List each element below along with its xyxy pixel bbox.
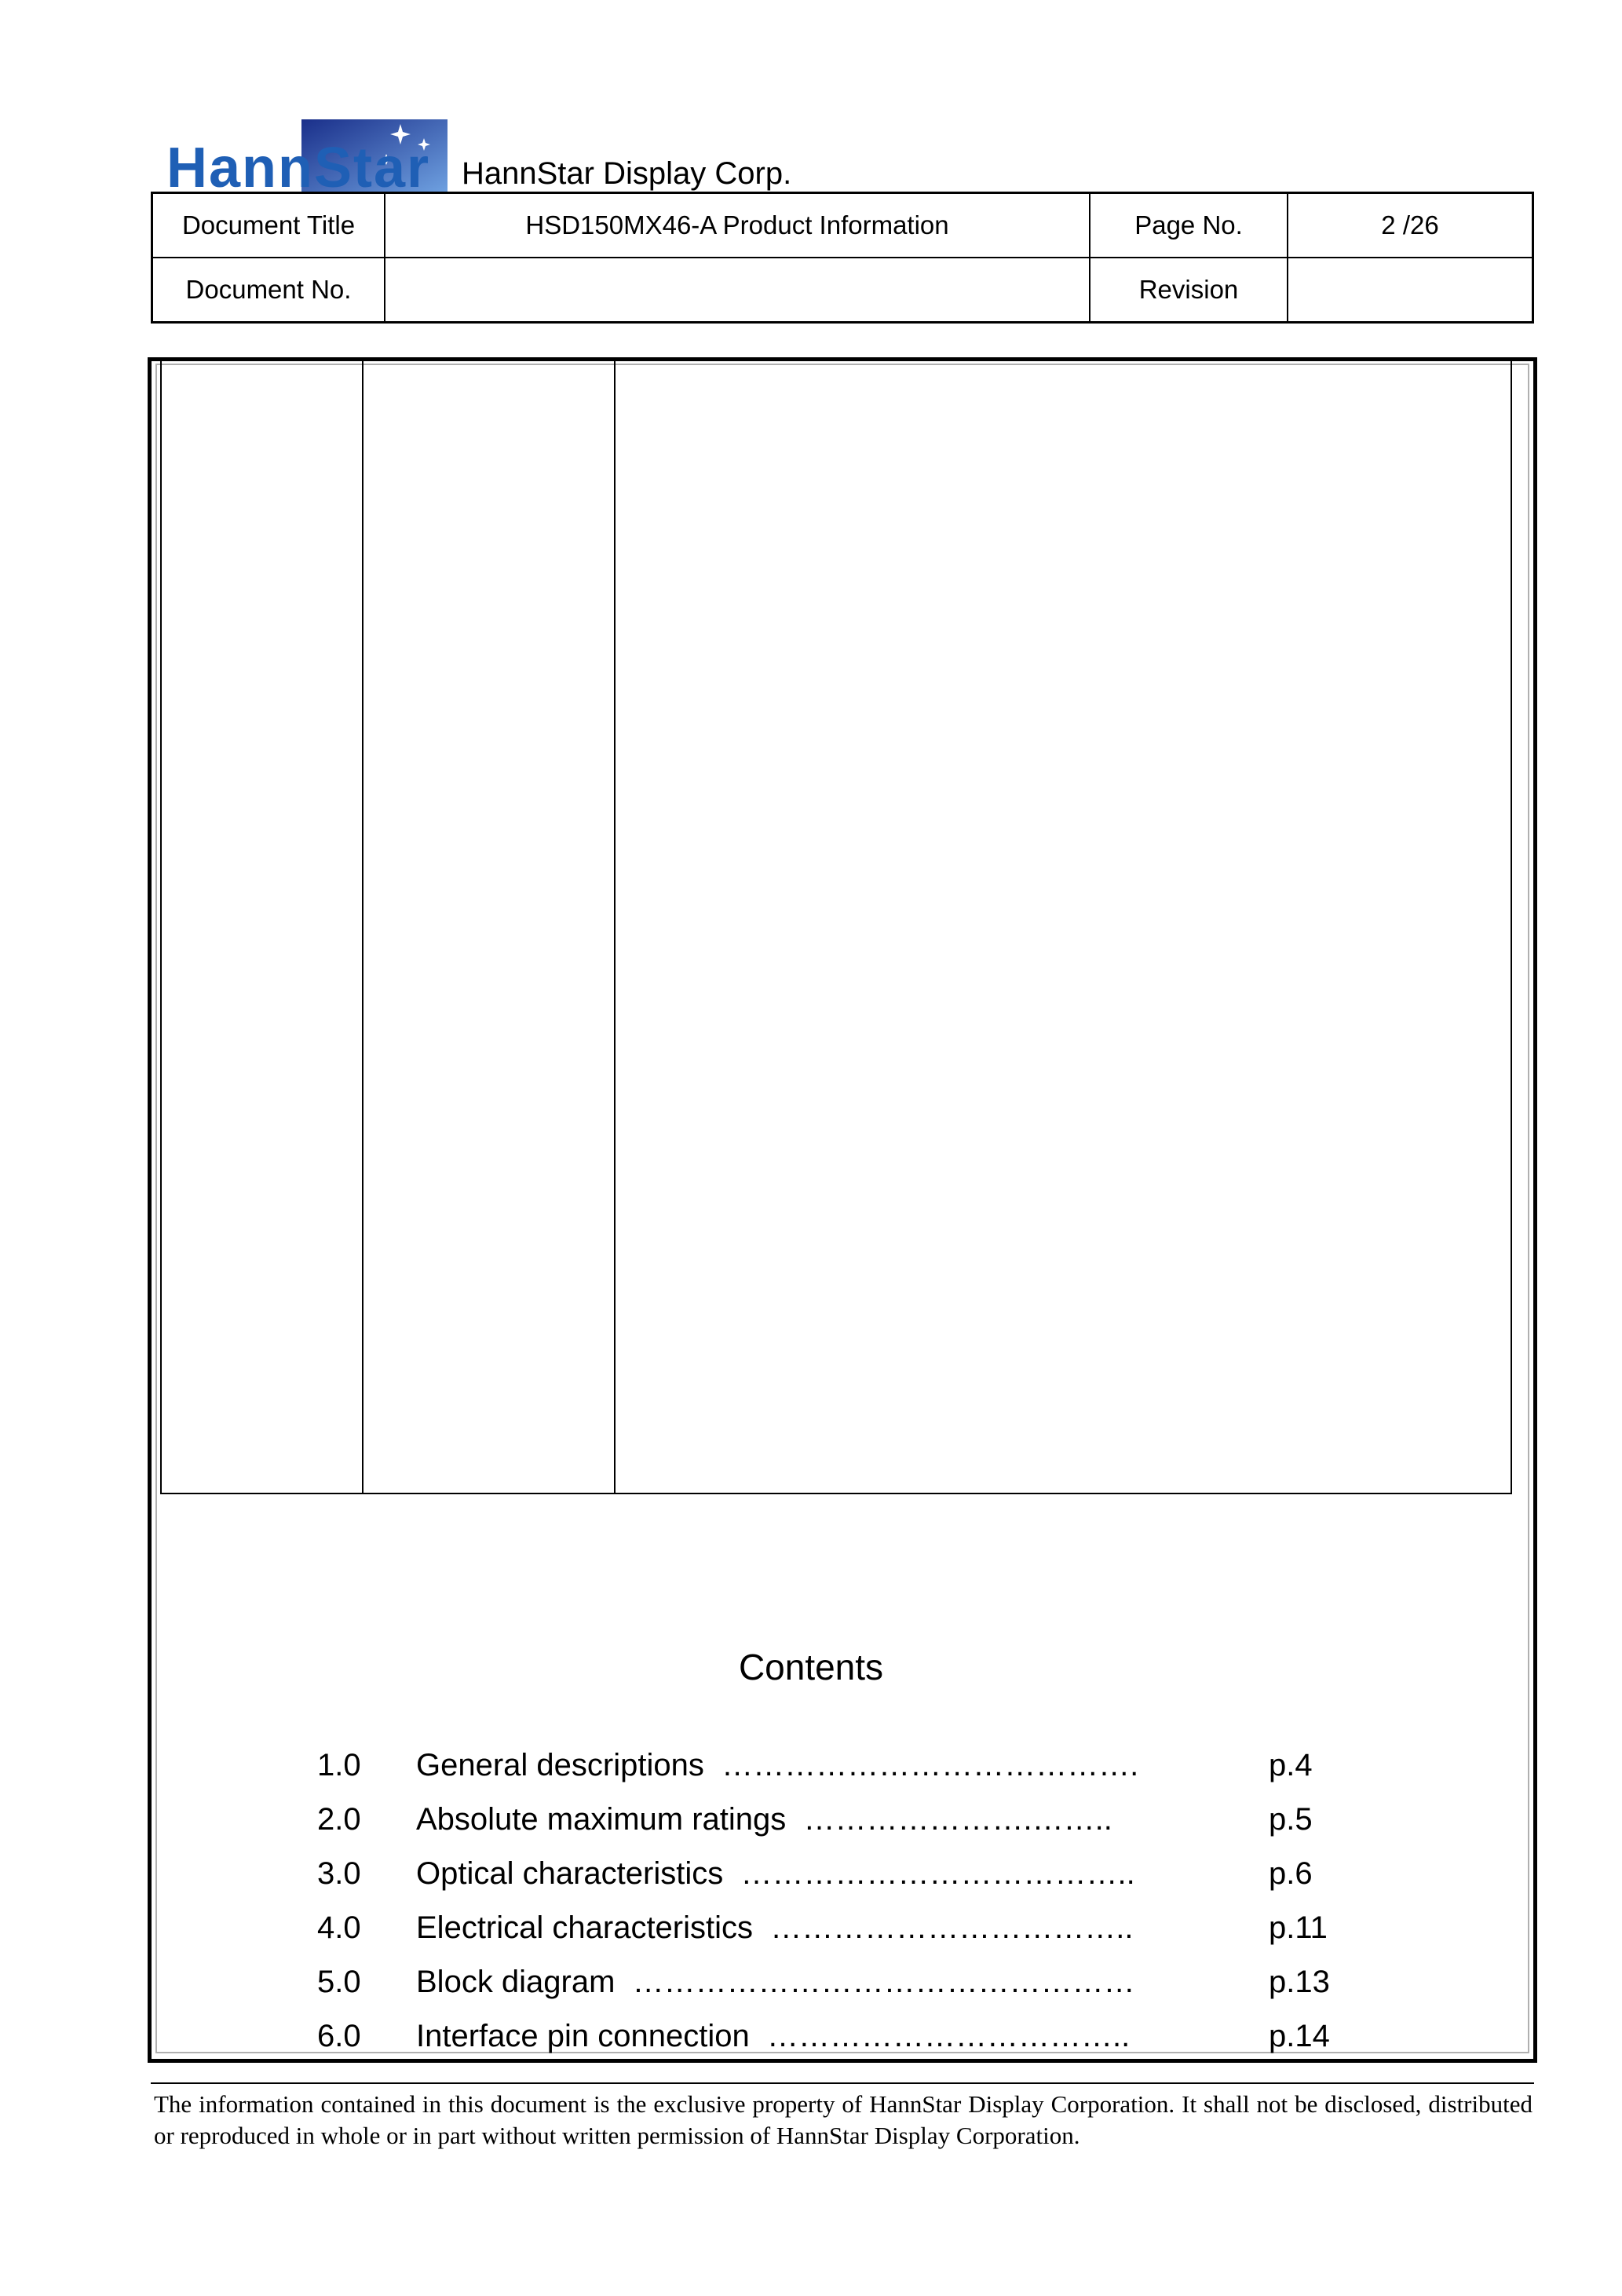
toc-title: Optical characteristics xyxy=(416,1856,724,1891)
page-no-label: Page No. xyxy=(1134,210,1243,239)
toc-number: 2.0 xyxy=(317,1802,361,1837)
toc-leader-dots: ………………………………………… xyxy=(632,1965,1135,1999)
toc-leader-dots: …………………………….. xyxy=(766,2019,1131,2053)
doc-no-label: Document No. xyxy=(185,275,352,304)
page-no-value: 2 /26 xyxy=(1381,210,1439,239)
toc-page: p.11 xyxy=(1269,1910,1328,1945)
revision-label: Revision xyxy=(1138,275,1239,304)
toc-title-line xyxy=(416,1960,1135,2004)
footer-divider xyxy=(151,2082,1534,2084)
table-column-divider xyxy=(614,361,616,1493)
toc-title-line xyxy=(416,1797,1112,1841)
toc-title: Interface pin connection xyxy=(416,2019,750,2053)
table-column-divider xyxy=(362,361,363,1493)
toc-page: p.13 xyxy=(1269,1965,1330,1999)
toc-number: 1.0 xyxy=(317,1748,361,1782)
toc-leader-dots: …………………………….. xyxy=(770,1910,1134,1945)
toc-title: Block diagram xyxy=(416,1965,616,1999)
document-header-table xyxy=(151,192,1534,324)
toc-item[interactable] xyxy=(0,2014,1622,2058)
toc-item[interactable] xyxy=(0,1743,1622,1787)
doc-title-label: Document Title xyxy=(181,210,356,239)
toc-page: p.4 xyxy=(1269,1748,1313,1782)
logo-wordmark: HannStar xyxy=(166,137,431,192)
toc-item[interactable] xyxy=(0,1852,1622,1896)
doc-title-value: HSD150MX46-A Product Information xyxy=(525,210,949,239)
contents-title: Contents xyxy=(738,1647,884,1687)
toc-title-line xyxy=(416,2014,1130,2058)
toc-leader-dots: ………………….…….. xyxy=(803,1802,1112,1837)
confidentiality-notice: The information contained in this document is the exclusive property of HannStar Display Corporation. It shall not be disclosed, distributed or reproduced in whole or in part without written permission of HannStar Display Corporation. xyxy=(154,2090,1532,2149)
toc-number: 4.0 xyxy=(317,1910,361,1945)
toc-number: 6.0 xyxy=(317,2019,361,2053)
doc-no-value xyxy=(385,258,1089,321)
toc-page: p.14 xyxy=(1269,2019,1330,2053)
toc-item[interactable] xyxy=(0,1797,1622,1841)
toc-leader-dots: …………………………………. xyxy=(721,1748,1139,1782)
company-name: HannStar Display Corp. xyxy=(462,156,792,191)
toc-title-line xyxy=(416,1852,1135,1896)
toc-title: Electrical characteristics xyxy=(416,1910,754,1945)
toc-leader-dots: ……………………………….. xyxy=(740,1856,1135,1891)
toc-title-line xyxy=(416,1906,1133,1950)
toc-page: p.5 xyxy=(1269,1802,1313,1837)
hannstar-logo xyxy=(165,118,448,192)
toc-title: Absolute maximum ratings xyxy=(416,1802,787,1837)
toc-item[interactable] xyxy=(0,1960,1622,2004)
toc-title: General descriptions xyxy=(416,1748,704,1782)
toc-title-line xyxy=(416,1743,1138,1787)
toc-page: p.6 xyxy=(1269,1856,1313,1891)
toc-number: 3.0 xyxy=(317,1856,361,1891)
toc-number: 5.0 xyxy=(317,1965,361,1999)
toc-item[interactable] xyxy=(0,1906,1622,1950)
revision-value xyxy=(1288,258,1532,321)
revision-history-table xyxy=(160,357,1512,1494)
